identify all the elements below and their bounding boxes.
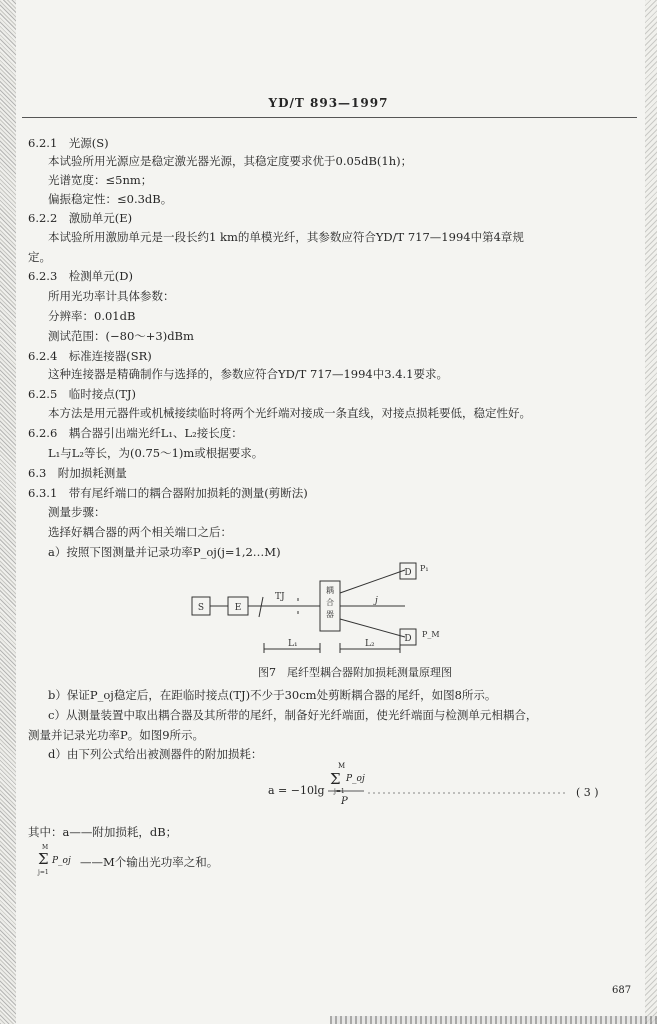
text-line: 本试验所用光源应是稳定激光器光源，其稳定度要求优于0.05dB(1h)； [48, 154, 413, 168]
coupler-label-3: 器 [326, 610, 334, 619]
text-line: 这种连接器是精确制作与选择的，参数应符合YD/T 717—1994中3.4.1要求。 [48, 367, 448, 381]
text-line: ——M个输出光功率之和。 [80, 855, 219, 869]
text-line: 测量步骤： [48, 505, 106, 519]
coupler-label-2: 合 [326, 598, 334, 607]
p1-label: P₁ [420, 564, 429, 573]
text-line: 测试范围：(−80～+3)dBm [48, 329, 194, 343]
sum-term-bottom: j=1 [38, 869, 49, 876]
section-6-3-1: 6.3.1 带有尾纤端口的耦合器附加损耗的测量(剪断法) [28, 486, 308, 500]
l1-label: L₁ [288, 639, 298, 649]
text-line: 定。 [28, 250, 51, 264]
standard-header: YD/T 893—1997 [268, 96, 389, 110]
formula-sum-top: M [338, 762, 346, 770]
scan-edge-bottom [330, 1016, 657, 1024]
coupler-label-1: 耦 [326, 586, 334, 595]
section-6-2-2: 6.2.2 激励单元(E) [28, 211, 133, 225]
excitation-label: E [234, 603, 242, 613]
text-line: 选择好耦合器的两个相关端口之后： [48, 525, 232, 539]
figure-7-diagram [180, 545, 450, 685]
text-line: 偏振稳定性：≤0.3dB。 [48, 192, 173, 206]
text-line: c）从测量装置中取出耦合器及其所带的尾纤，制备好光纤端面，使光纤端面与检测单元相耦合， [48, 708, 538, 722]
formula-sum-bottom: j=1 [334, 788, 345, 795]
text-line: b）保证P_oj稳定后，在距临时接点(TJ)不少于30cm处剪断耦合器的尾纤，如图8所示。 [48, 688, 497, 702]
formula-number: ( 3 ) [576, 786, 599, 799]
header-rule [22, 117, 637, 118]
formula-numerator: P_oj [346, 774, 365, 784]
section-6-2-1: 6.2.1 光源(S) [28, 136, 109, 150]
source-label: S [197, 603, 205, 613]
formula-denominator: P [341, 796, 348, 807]
tj-label: TJ [275, 592, 285, 602]
text-line: 测量并记录光功率P。如图9所示。 [28, 728, 205, 742]
l2-label: L₂ [365, 639, 375, 649]
sum-term-symbol: Σ [38, 850, 49, 868]
text-line: d）由下列公式给出被测器件的附加损耗： [48, 747, 263, 761]
sum-symbol: Σ [330, 770, 341, 788]
figure-caption: 图7 尾纤型耦合器附加损耗测量原理图 [258, 666, 452, 679]
section-6-3: 6.3 附加损耗测量 [28, 466, 127, 480]
page-number: 687 [612, 985, 632, 996]
section-6-2-3: 6.2.3 检测单元(D) [28, 269, 133, 283]
text-line: 所用光功率计具体参数： [48, 289, 175, 303]
text-line: 分辨率：0.01dB [48, 309, 136, 323]
section-6-2-5: 6.2.5 临时接点(TJ) [28, 387, 137, 401]
sum-term-numerator: P_oj [52, 856, 71, 866]
output-fiber-1 [340, 570, 405, 593]
formula-lhs: a = −10lg [268, 784, 325, 797]
scan-edge-left [0, 0, 16, 1024]
text-line: a）按照下图测量并记录功率P_oj(j=1,2…M) [48, 545, 281, 559]
text-line: 本方法是用元器件或机械接续临时将两个光纤端对接成一条直线，对接点损耗要低，稳定性好。 [48, 406, 531, 420]
detector-label-1: D [404, 568, 412, 578]
sum-term-top: M [42, 844, 49, 851]
text-line: 本试验所用激励单元是一段长约1 km的单模光纤，其参数应符合YD/T 717—1994中第4章规 [48, 230, 524, 244]
text-line: 其中：a——附加损耗，dB； [28, 825, 178, 839]
temporary-joint-mark [259, 597, 263, 617]
sum-term [36, 842, 86, 882]
section-6-2-6: 6.2.6 耦合器引出端光纤L₁、L₂接长度： [28, 426, 243, 440]
output-fiber-m [340, 619, 405, 637]
scan-edge-right [645, 0, 657, 1024]
detector-label-m: D [404, 634, 412, 644]
pm-label: P_M [422, 630, 440, 639]
text-line: L₁与L₂等长，为(0.75～1)m或根据要求。 [48, 446, 264, 460]
formula-3 [268, 760, 618, 812]
j-label: j [375, 596, 378, 606]
section-6-2-4: 6.2.4 标准连接器(SR) [28, 349, 152, 363]
text-line: 光谱宽度：≤5nm； [48, 173, 153, 187]
